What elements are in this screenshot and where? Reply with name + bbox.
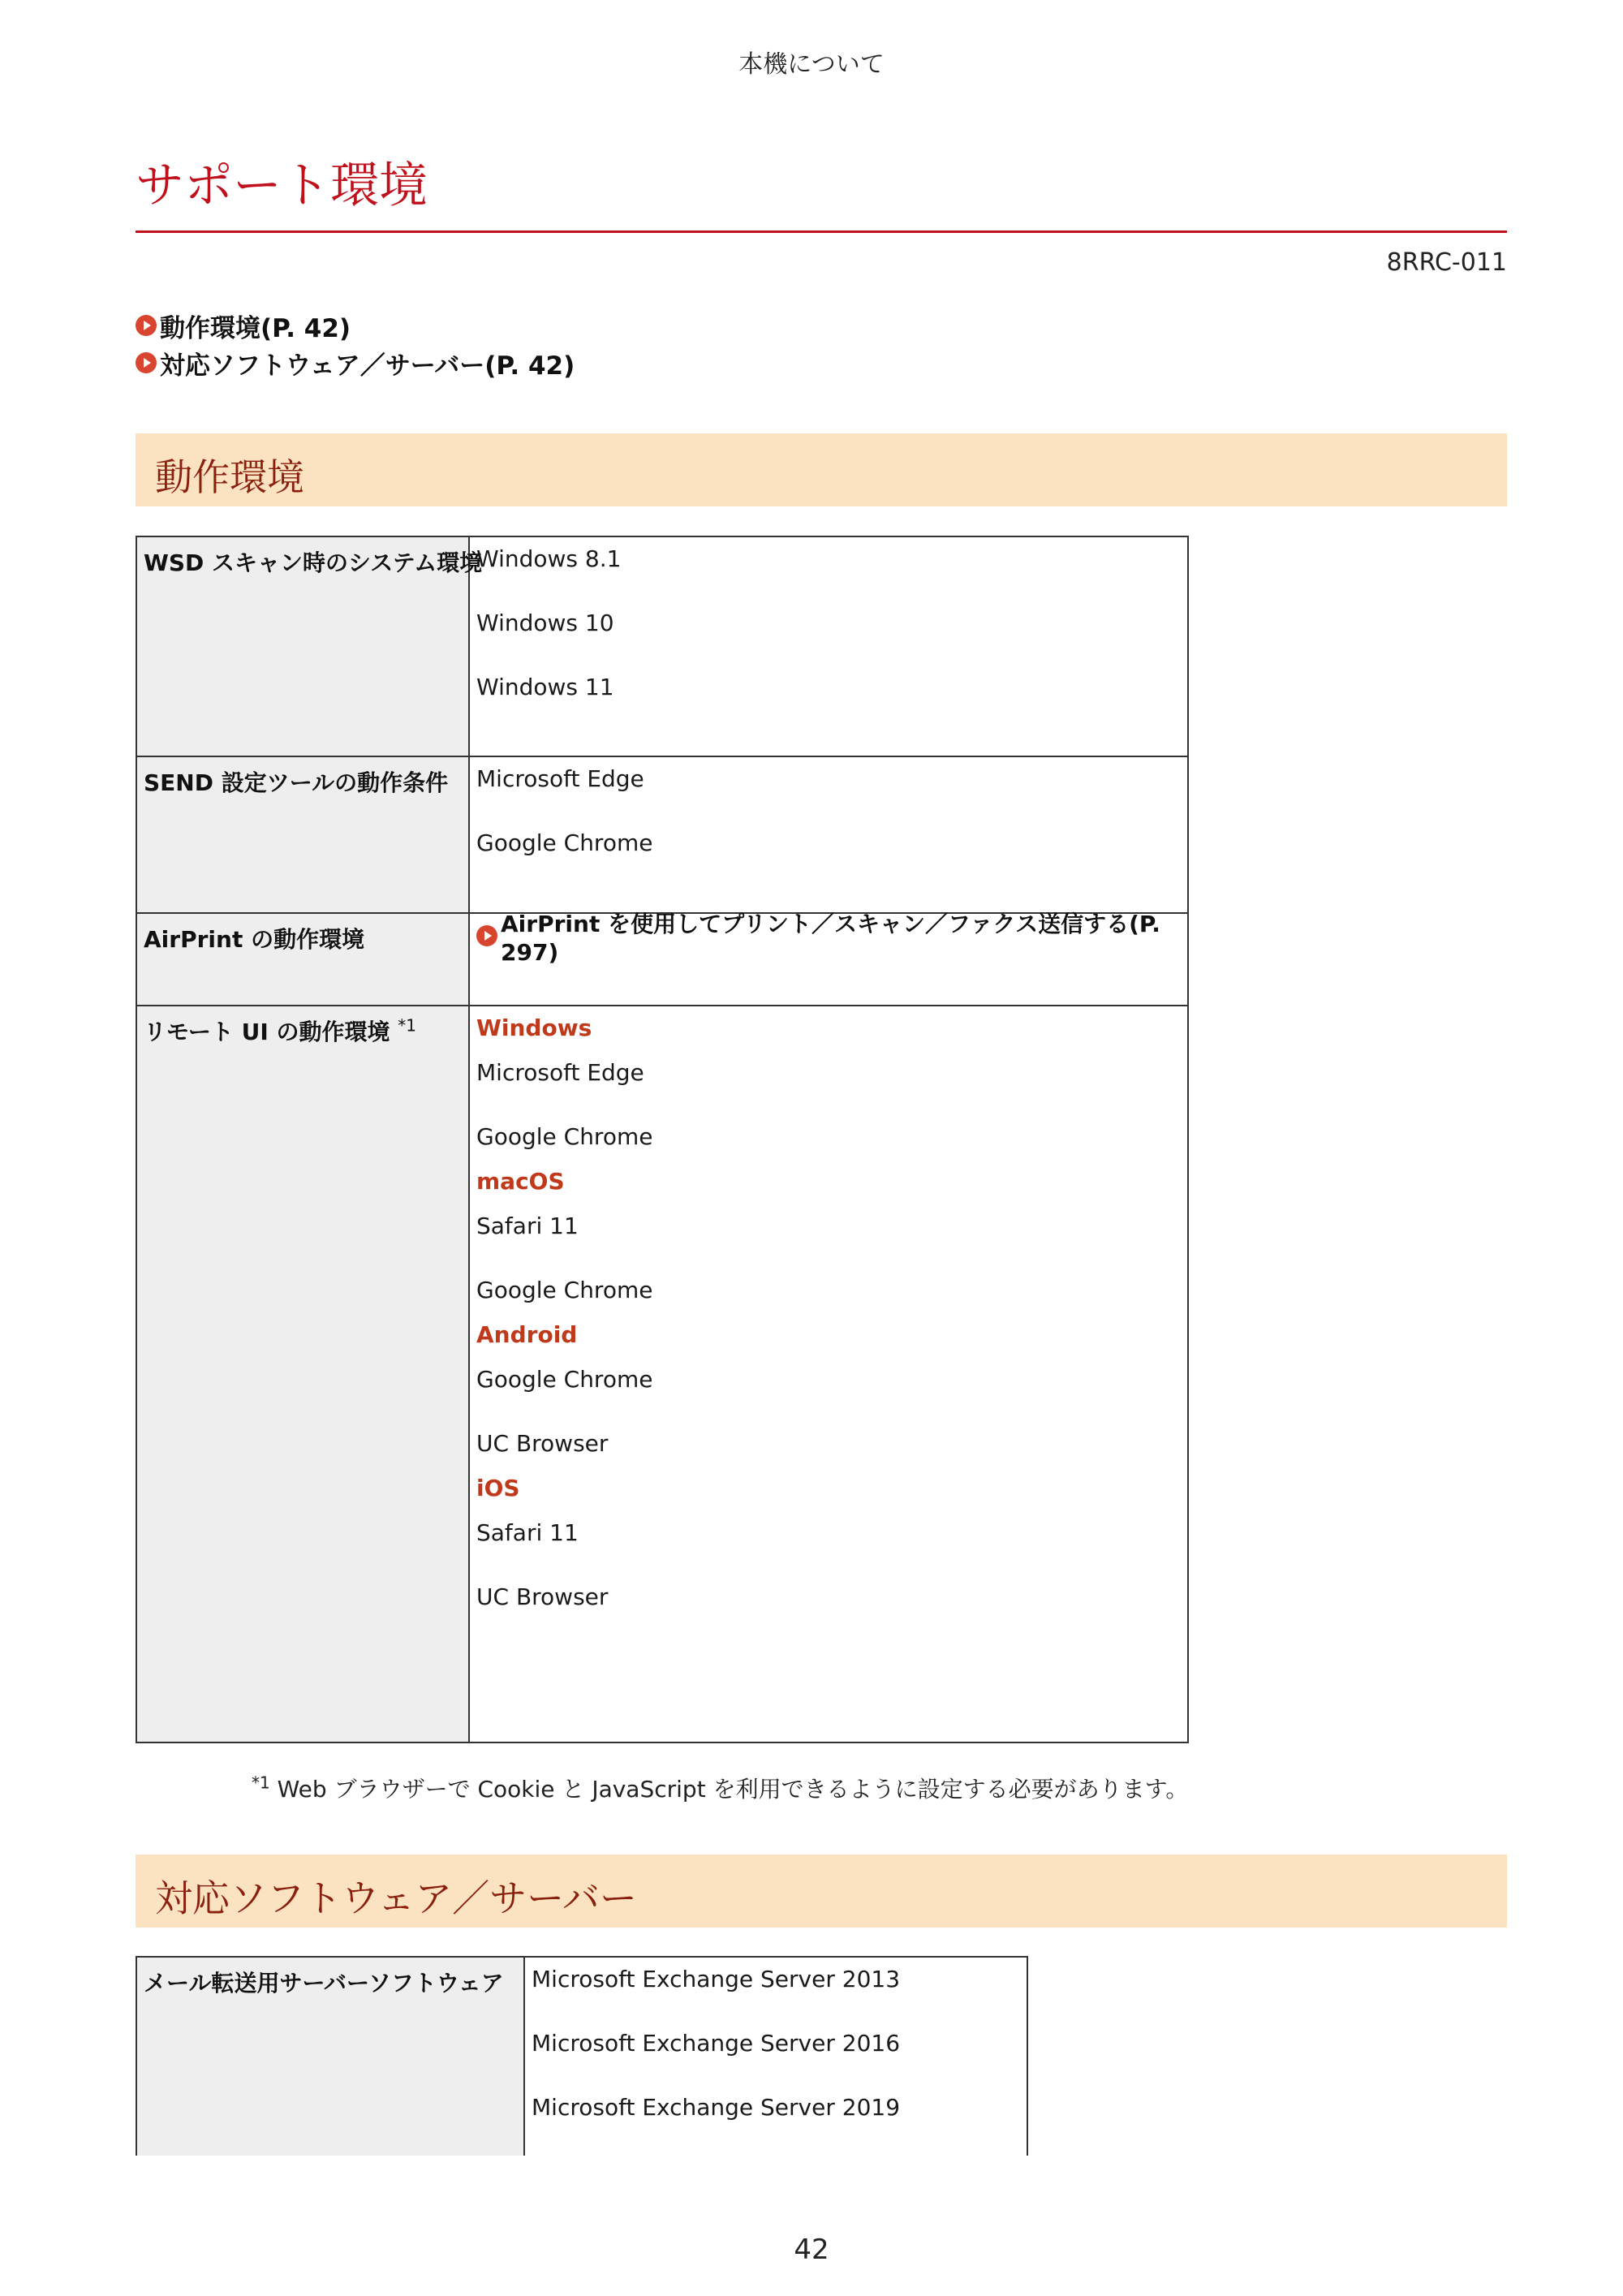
operating-environment-table bbox=[136, 536, 1189, 1743]
value-item: Windows 10 bbox=[476, 610, 614, 636]
toc-link-label: 動作環境(P. 42) bbox=[160, 313, 351, 343]
row-values bbox=[469, 536, 1188, 756]
section-heading-band bbox=[136, 1854, 1507, 1928]
value-item: Microsoft Edge bbox=[476, 765, 644, 792]
value-item: Google Chrome bbox=[476, 829, 653, 856]
row-label: WSD スキャン時のシステム環境 bbox=[136, 536, 469, 756]
running-header: 本機について bbox=[738, 50, 885, 79]
value-item: Microsoft Exchange Server 2016 bbox=[532, 2030, 901, 2057]
value-item: Windows 8.1 bbox=[476, 545, 622, 572]
supported-software-table bbox=[136, 1956, 1028, 2156]
value-item: Google Chrome bbox=[476, 1366, 653, 1393]
table-row bbox=[136, 1957, 1027, 2156]
os-heading-ios: iOS bbox=[476, 1475, 520, 1501]
footnote-mark: *1 bbox=[252, 1773, 270, 1793]
row-label bbox=[136, 1006, 469, 1742]
toc-link-supported-software[interactable] bbox=[136, 344, 575, 381]
row-label: メール転送用サーバーソフトウェア bbox=[136, 1957, 524, 2156]
section-links bbox=[136, 307, 575, 381]
airprint-link[interactable] bbox=[476, 910, 1181, 966]
value-item: Safari 11 bbox=[476, 1213, 579, 1239]
value-item: Microsoft Edge bbox=[476, 1059, 644, 1086]
value-item: UC Browser bbox=[476, 1430, 609, 1457]
title-divider bbox=[136, 230, 1507, 233]
section-heading-band bbox=[136, 433, 1507, 506]
value-item: Google Chrome bbox=[476, 1277, 653, 1303]
row-label-text: リモート UI の動作環境 bbox=[144, 1019, 390, 1045]
value-item: Microsoft Exchange Server 2013 bbox=[532, 1966, 901, 1992]
value-item: Microsoft Exchange Server 2019 bbox=[532, 2094, 901, 2121]
value-item: Google Chrome bbox=[476, 1123, 653, 1150]
value-item: Safari 11 bbox=[476, 1519, 579, 1546]
table-row bbox=[136, 536, 1188, 756]
footnote-text: Web ブラウザーで Cookie と JavaScript を利用できるように設定する必要があります。 bbox=[277, 1776, 1189, 1803]
row-values bbox=[469, 1006, 1188, 1742]
footnote bbox=[252, 1772, 1188, 1804]
value-item: Windows 11 bbox=[476, 674, 614, 700]
document-code: 8RRC-011 bbox=[1386, 248, 1507, 277]
os-heading-android: Android bbox=[476, 1321, 578, 1348]
table-row bbox=[136, 913, 1188, 1006]
os-heading-windows: Windows bbox=[476, 1014, 592, 1041]
arrow-right-icon bbox=[136, 352, 157, 373]
page-number: 42 bbox=[794, 2234, 829, 2266]
row-label: AirPrint の動作環境 bbox=[136, 913, 469, 1006]
section-heading-operating-environment: 動作環境 bbox=[155, 455, 304, 499]
arrow-right-icon bbox=[136, 315, 157, 336]
row-label: SEND 設定ツールの動作条件 bbox=[136, 756, 469, 913]
row-values bbox=[524, 1957, 1027, 2156]
table-row bbox=[136, 1006, 1188, 1742]
row-values bbox=[469, 756, 1188, 913]
toc-link-operating-environment[interactable] bbox=[136, 307, 575, 344]
section-heading-supported-software: 対応ソフトウェア／サーバー bbox=[155, 1876, 637, 1920]
row-values bbox=[469, 910, 1188, 1006]
footnote-reference: *1 bbox=[398, 1015, 417, 1036]
os-heading-macos: macOS bbox=[476, 1168, 565, 1195]
value-item: UC Browser bbox=[476, 1583, 609, 1610]
page-title: サポート環境 bbox=[136, 157, 428, 214]
toc-link-label: 対応ソフトウェア／サーバー(P. 42) bbox=[160, 351, 575, 381]
airprint-link-label: AirPrint を使用してプリント／スキャン／ファクス送信する(P. 297) bbox=[501, 910, 1160, 966]
arrow-right-icon bbox=[476, 925, 497, 946]
table-row bbox=[136, 756, 1188, 913]
